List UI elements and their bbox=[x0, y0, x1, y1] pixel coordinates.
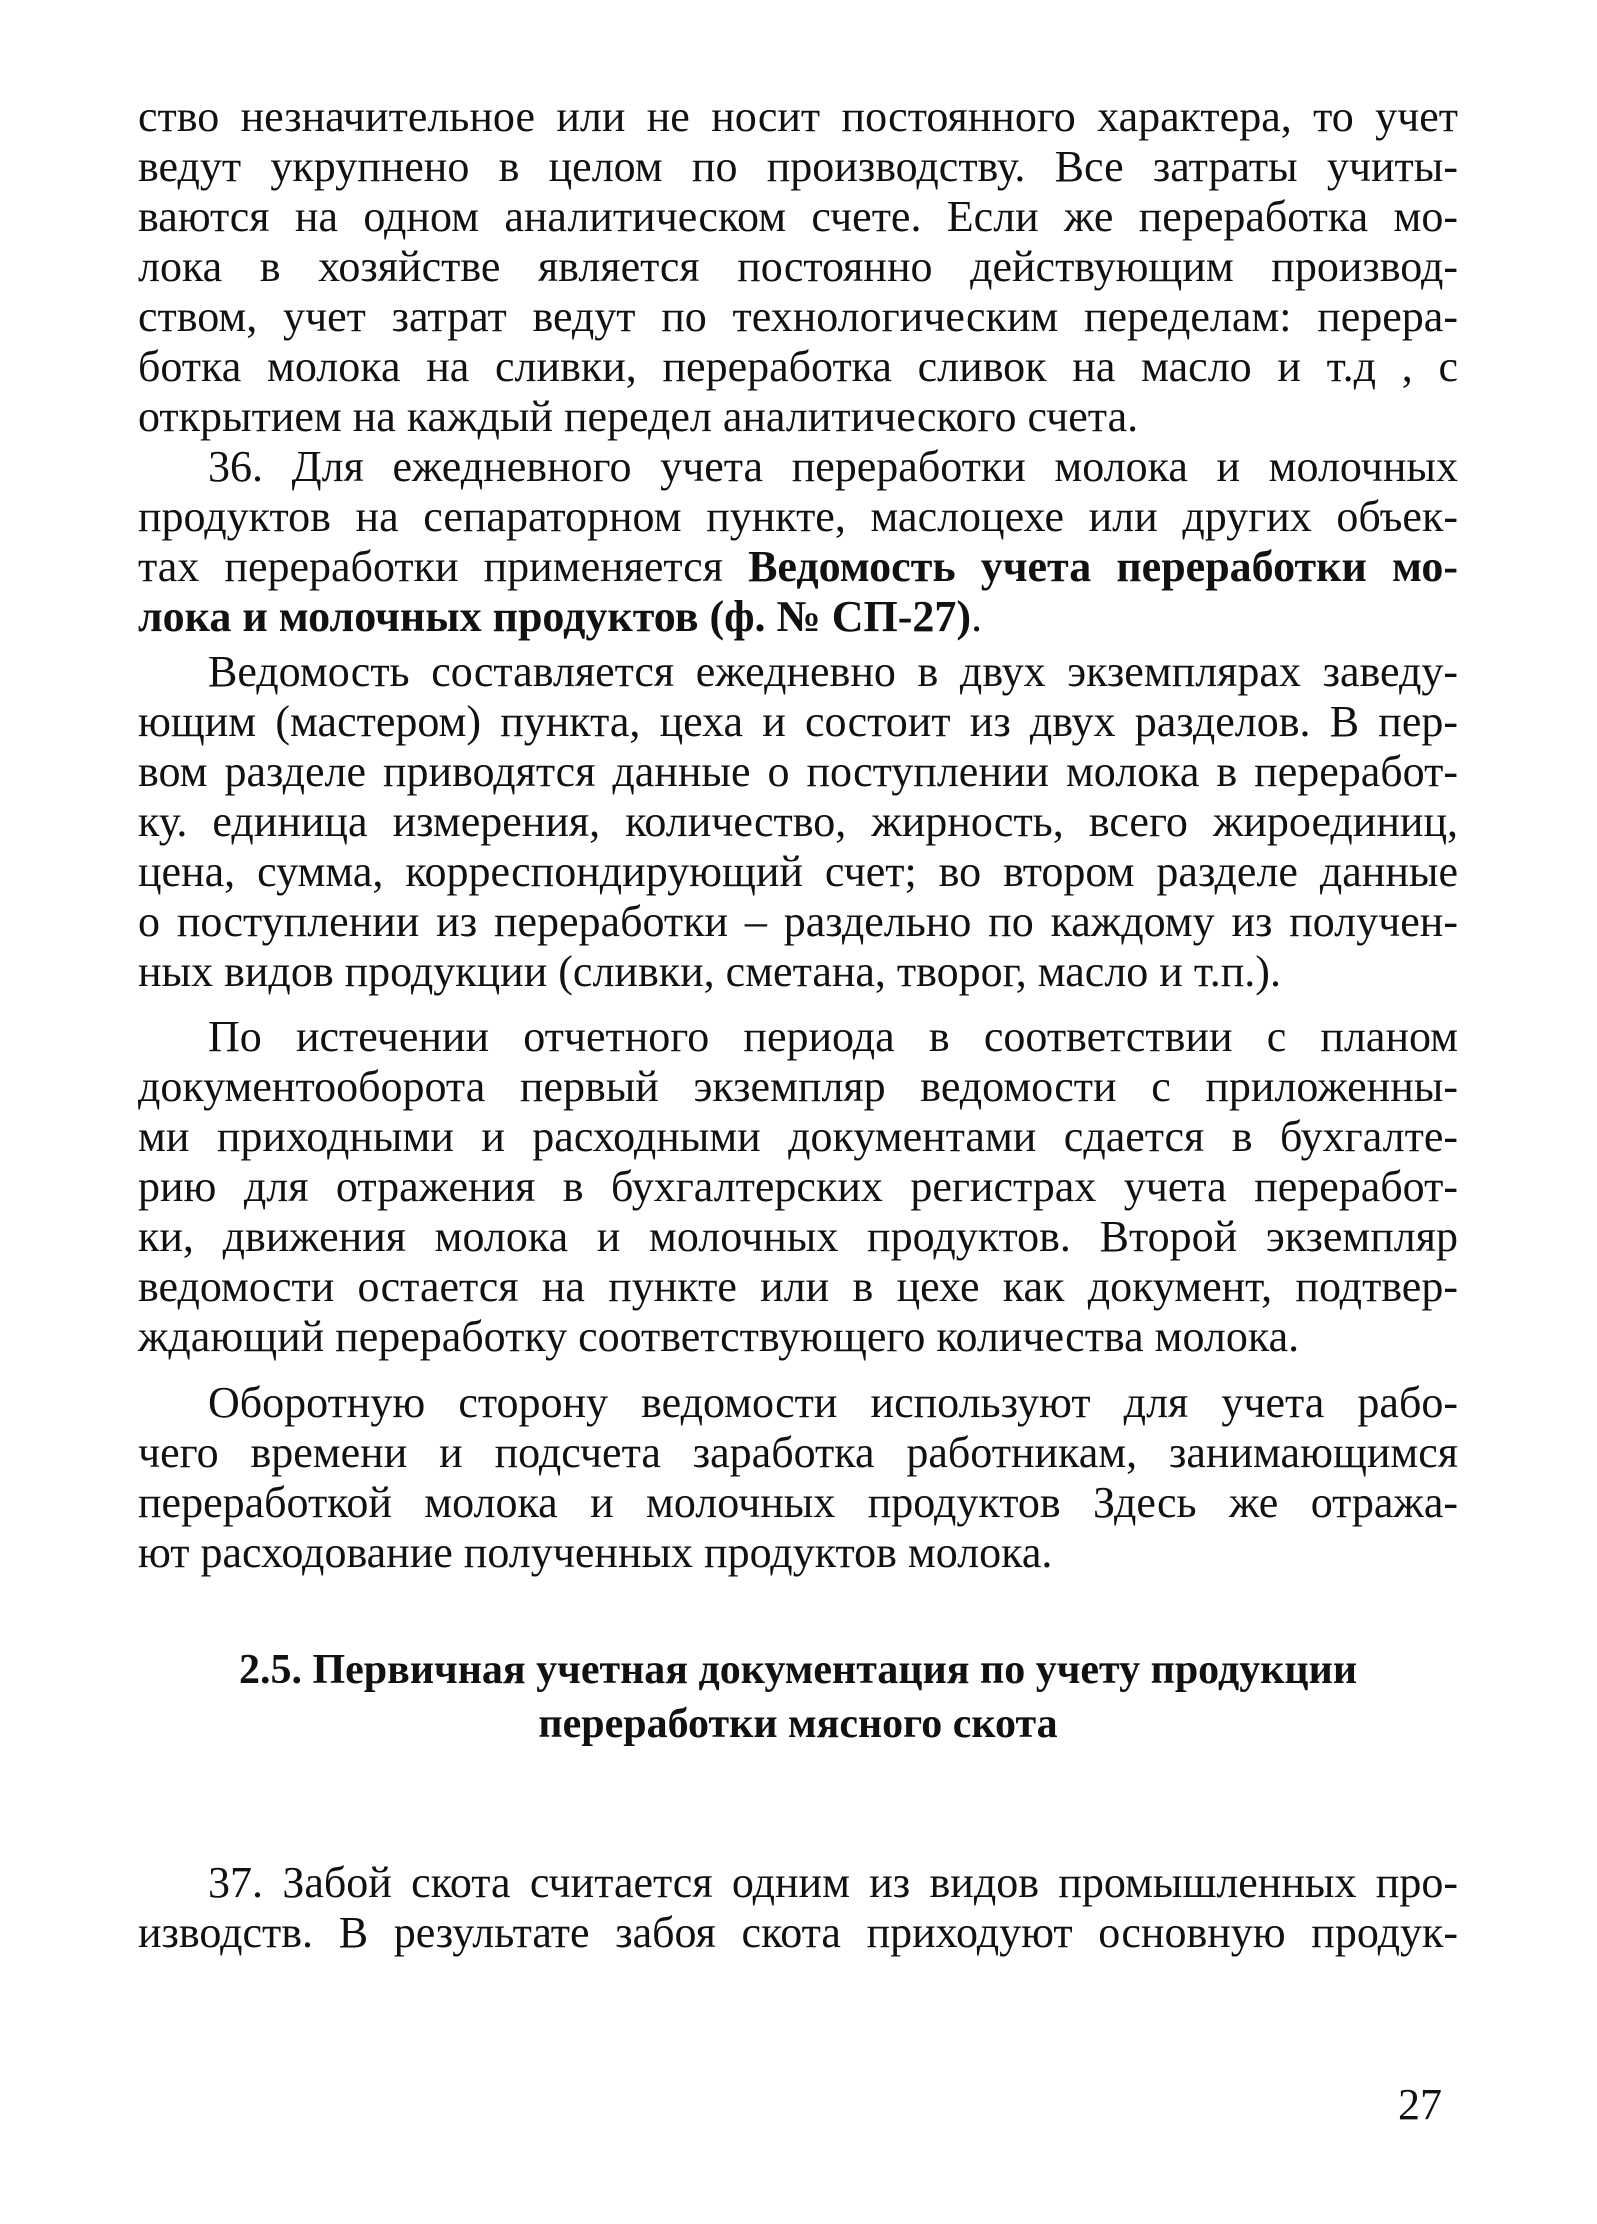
text-line: ных видов продукции (сливки, сметана, творог, масло и т.п.). bbox=[138, 947, 1281, 996]
text-line: Оборотную сторону ведомости используют для учета рабо- bbox=[208, 1378, 1458, 1427]
text-line: лока в хозяйстве является постоянно действующим производ- bbox=[138, 242, 1458, 291]
text-line: ющим (мастером) пункта, цеха и состоит из двух разделов. В пер- bbox=[138, 697, 1458, 746]
text-line: ми приходными и расходными документами сдается в бухгалте- bbox=[138, 1112, 1458, 1161]
text-line: открытием на каждый передел аналитического счета. bbox=[138, 392, 1139, 441]
text-line: переработкой молока и молочных продуктов Здесь же отража- bbox=[138, 1478, 1458, 1527]
text-line: По истечении отчетного периода в соответствии с планом bbox=[208, 1012, 1458, 1061]
text-line: вом разделе приводятся данные о поступлении молока в переработ- bbox=[138, 747, 1458, 796]
text-line: документооборота первый экземпляр ведомости с приложенны- bbox=[138, 1062, 1458, 1111]
text-line: ством, учет затрат ведут по технологическим переделам: перера- bbox=[138, 292, 1458, 341]
text-line: чего времени и подсчета заработка работникам, занимающимся bbox=[138, 1428, 1458, 1477]
text-line: ведомости остается на пункте или в цехе как документ, подтвер- bbox=[138, 1262, 1458, 1311]
form-title-bold: лока и молочных продуктов (ф. № СП-27) bbox=[138, 592, 972, 641]
plain-text: тах переработки применяется bbox=[138, 542, 749, 591]
text-line-mixed bbox=[138, 542, 1458, 592]
text-line: ботка молока на сливки, переработка сливок на масло и т.д , с bbox=[138, 342, 1458, 391]
section-heading-line-1: 2.5. Первичная учетная документация по учету продукции bbox=[238, 1647, 1358, 1693]
page-number: 27 bbox=[1398, 2080, 1442, 2129]
text-line: изводств. В результате забоя скота приходуют основную продук- bbox=[138, 1908, 1458, 1957]
text-line: 37. Забой скота считается одним из видов промышленных про- bbox=[208, 1858, 1458, 1907]
text-line: цена, сумма, корреспондирующий счет; во втором разделе данные bbox=[138, 847, 1458, 896]
text-line-mixed bbox=[138, 592, 1458, 642]
text-line: ют расходование полученных продуктов молока. bbox=[138, 1528, 1053, 1577]
section-heading-line-2: переработки мясного скота bbox=[538, 1701, 1058, 1747]
text-line: Ведомость составляется ежедневно в двух экземплярах заведу- bbox=[208, 647, 1458, 696]
text-line: продуктов на сепараторном пункте, маслоцехе или других объек- bbox=[138, 492, 1458, 541]
text-line: рию для отражения в бухгалтерских регистрах учета переработ- bbox=[138, 1162, 1458, 1211]
text-line: ство незначительное или не носит постоянного характера, то учет bbox=[138, 92, 1458, 141]
plain-text: . bbox=[971, 592, 983, 641]
text-line: ведут укрупнено в целом по производству. Все затраты учиты- bbox=[138, 142, 1458, 191]
text-line: ваются на одном аналитическом счете. Если же переработка мо- bbox=[138, 192, 1458, 241]
text-line: ку. единица измерения, количество, жирность, всего жироединиц, bbox=[138, 797, 1458, 846]
text-line: 36. Для ежедневного учета переработки молока и молочных bbox=[208, 442, 1458, 491]
text-line: о поступлении из переработки – раздельно по каждому из получен- bbox=[138, 897, 1458, 946]
form-title-bold: Ведомость учета переработки мо- bbox=[748, 542, 1459, 591]
text-line: ки, движения молока и молочных продуктов. Второй экземпляр bbox=[138, 1212, 1458, 1261]
text-line: ждающий переработку соответствующего количества молока. bbox=[138, 1312, 1300, 1361]
